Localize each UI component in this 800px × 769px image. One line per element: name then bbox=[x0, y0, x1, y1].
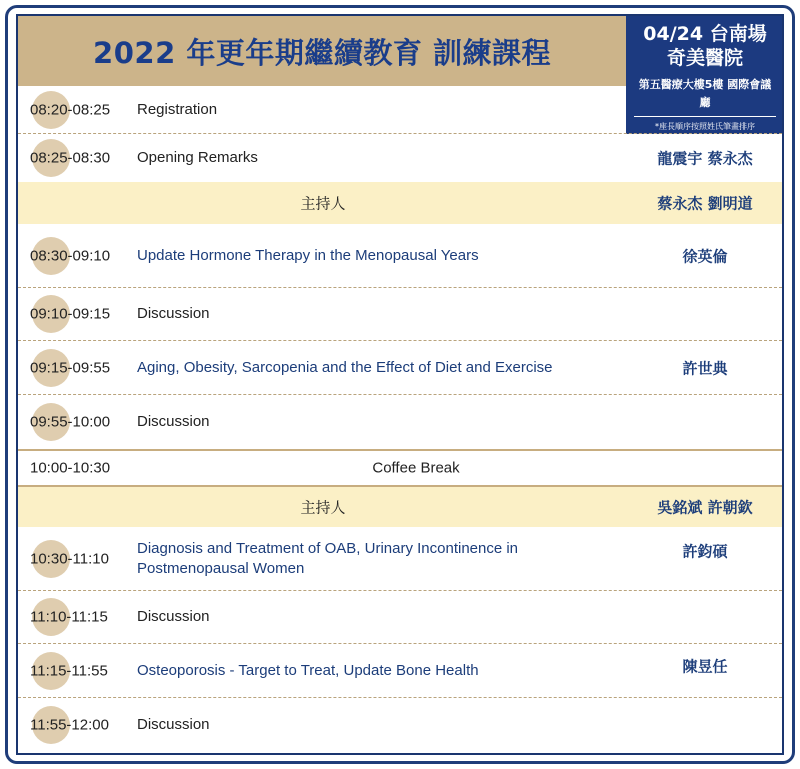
venue-location: 第五醫療大樓5樓 國際會議廳 bbox=[634, 76, 776, 117]
session-topic: Diagnosis and Treatment of OAB, Urinary Incontinence in Postmenopausal Women bbox=[137, 539, 519, 577]
session-time: 08:25-08:30 bbox=[30, 149, 111, 167]
schedule-row bbox=[18, 527, 782, 591]
session-topic: Aging, Obesity, Sarcopenia and the Effect of Diet and Exercise bbox=[137, 358, 553, 376]
moderator-row bbox=[18, 182, 782, 224]
venue-hospital: 奇美醫院 bbox=[666, 47, 743, 69]
session-topic: Discussion bbox=[137, 716, 210, 733]
moderator-label: 主持人 bbox=[300, 194, 346, 213]
schedule-board bbox=[16, 14, 784, 755]
session-topic: Discussion bbox=[137, 608, 210, 625]
venue-date-city: 04/24 台南場 bbox=[643, 23, 767, 45]
session-time: 10:30-11:10 bbox=[30, 550, 109, 567]
moderator-row bbox=[18, 485, 782, 527]
session-time: 09:10-09:15 bbox=[30, 305, 111, 323]
session-topic: Opening Remarks bbox=[137, 149, 258, 166]
schedule-row bbox=[18, 698, 782, 752]
break-label: Coffee Break bbox=[372, 459, 460, 477]
moderator-label: 主持人 bbox=[300, 498, 346, 517]
session-time: 09:55-10:00 bbox=[30, 413, 111, 431]
session-speaker: 龍震宇 蔡永杰 bbox=[657, 149, 753, 168]
title-banner bbox=[18, 16, 626, 86]
session-speaker: 許世典 bbox=[682, 359, 728, 377]
schedule-row bbox=[18, 134, 782, 182]
session-time: 08:30-09:10 bbox=[30, 247, 111, 264]
schedule-row bbox=[18, 288, 782, 341]
schedule-row bbox=[18, 644, 782, 698]
schedule-row bbox=[18, 341, 782, 395]
break-time: 10:00-10:30 bbox=[30, 459, 111, 477]
schedule-row bbox=[18, 86, 782, 134]
venue-note: *座長順序按照姓氏筆畫排序 bbox=[655, 122, 755, 131]
page-title: 2022 年更年期繼續教育 訓練課程 bbox=[93, 35, 551, 70]
session-time: 11:15-11:55 bbox=[30, 662, 108, 679]
session-topic: Osteoporosis - Target to Treat, Update Bone Health bbox=[137, 661, 479, 679]
session-topic: Discussion bbox=[137, 305, 210, 322]
session-time: 11:10-11:15 bbox=[30, 608, 108, 626]
schedule-row bbox=[18, 591, 782, 644]
session-speaker: 徐英倫 bbox=[682, 247, 728, 265]
session-time: 09:15-09:55 bbox=[30, 359, 111, 376]
session-topic: Update Hormone Therapy in the Menopausal Years bbox=[137, 246, 479, 264]
session-time: 08:20-08:25 bbox=[30, 101, 111, 118]
break-row bbox=[18, 449, 782, 485]
session-topic: Registration bbox=[137, 100, 218, 118]
session-speaker: 陳昱任 bbox=[682, 657, 728, 676]
moderator-names: 蔡永杰 劉明道 bbox=[657, 194, 753, 213]
session-time: 11:55-12:00 bbox=[30, 716, 109, 734]
schedule-row bbox=[18, 395, 782, 449]
session-topic: Discussion bbox=[137, 413, 210, 430]
schedule-row bbox=[18, 224, 782, 288]
moderator-names: 吳銘斌 許朝欽 bbox=[657, 498, 753, 517]
session-speaker: 許鈞碩 bbox=[682, 542, 728, 561]
